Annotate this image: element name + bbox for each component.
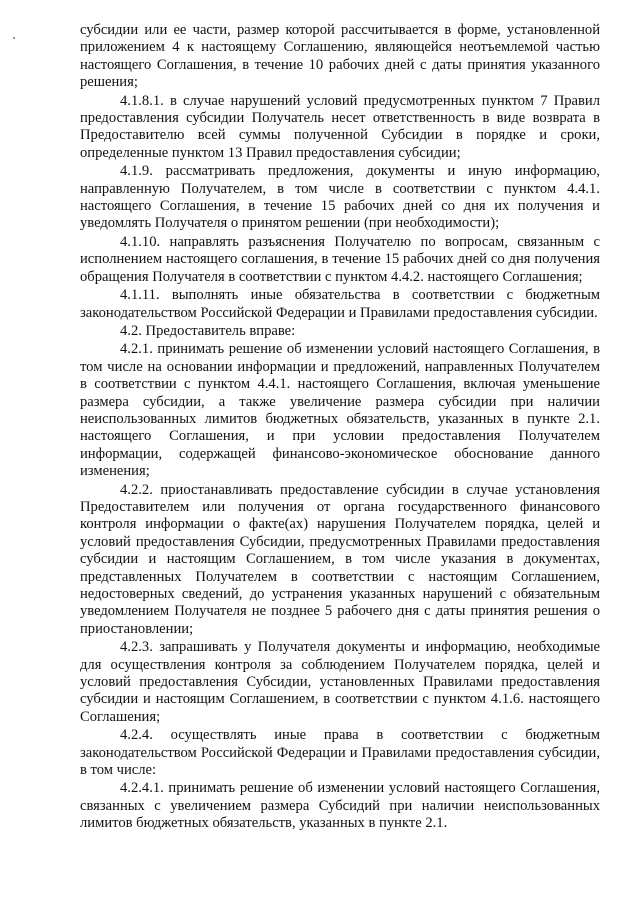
paragraph-4-2-3: 4.2.3. запрашивать у Получателя документы и информацию, необходимые для осуществления контроля за соблюдением Получателем порядка, целей и условий предоставления Субсидии, установленных Правилами предоставления субсидии и настоящим Соглашением, в соответствии с пунктом 4.1.6. настоящего Соглашения; [80,639,600,725]
paragraph-4-1-9: 4.1.9. рассматривать предложения, документы и иную информацию, направленную Получателем, в том числе в соответствии с пунктом 4.4.1. настоящего Соглашения, в течение 15 рабочих дней со дня их получения и уведомлять Получателя о принятом решении (при необходимости); [80,163,600,232]
paragraph-4-1-10: 4.1.10. направлять разъяснения Получателю по вопросам, связанным с исполнением настоящего соглашения, в течение 15 рабочих дней со дня получения обращения Получателя в соответствии с пунктом 4.4.2. настоящего Соглашения; [80,233,600,285]
paragraph-4-2-4: 4.2.4. осуществлять иные права в соответствии с бюджетным законодательством Российской Федерации и Правилами предоставления субсидии, в том числе: [80,727,600,779]
paragraph-continuation: субсидии или ее части, размер которой рассчитывается в форме, установленной приложением 4 к настоящему Соглашению, являющейся неотъемлемой частью настоящего Соглашения, в течение 10 рабочих дней с даты принятия указанного решения; [80,22,600,91]
paragraph-4-2-2: 4.2.2. приостанавливать предоставление субсидии в случае установления Предоставителем или получения от органа государственного финансового контроля информации о факте(ах) нарушения Получателем порядка, целей и условий предоставления Субсидии, предусмотренных Правилами предоставления субсидии и настоящим Соглашением, в том числе указания в документах, представленных Получателем в соответствии с настоящим Соглашением, недостоверных сведений, до устранения указанных нарушений с обязательным уведомлением Получателя не позднее 5 рабочего дня с даты принятия решения о приостановлении; [80,481,600,637]
paragraph-4-1-8-1: 4.1.8.1. в случае нарушений условий предусмотренных пунктом 7 Правил предоставления субсидии Получатель несет ответственность в виде возврата в Предоставителю всей суммы полученной Субсидии в порядке и сроки, определенные пунктом 13 Правил предоставления субсидии; [80,92,600,161]
paragraph-4-2: 4.2. Предоставитель вправе: [120,322,296,339]
paragraph-4-2-1: 4.2.1. принимать решение об изменении условий настоящего Соглашения, в том числе на основании информации и предложений, направленных Получателем в соответствии с пунктом 4.4.1. настоящего Соглашения, включая уменьшение размера субсидии, а также увеличение размера субсидии при наличии неиспользованных лимитов бюджетных обязательств, указанных в пункте 2.1. настоящего Соглашения, и при условии предоставления Получателем информации, содержащей финансово-экономическое обоснование данного изменения; [80,341,600,480]
paragraph-4-2-4-1: 4.2.4.1. принимать решение об изменении условий настоящего Соглашения, связанных с увеличением размера Субсидий при наличии неиспользованных лимитов бюджетных обязательств, указанных в пункте 2.1. [80,780,600,832]
paragraph-4-1-11: 4.1.11. выполнять иные обязательства в соответствии с бюджетным законодательством Российской Федерации и Правилами предоставления субсидии. [80,287,600,321]
scan-speck [13,37,15,39]
document-page [80,22,600,833]
